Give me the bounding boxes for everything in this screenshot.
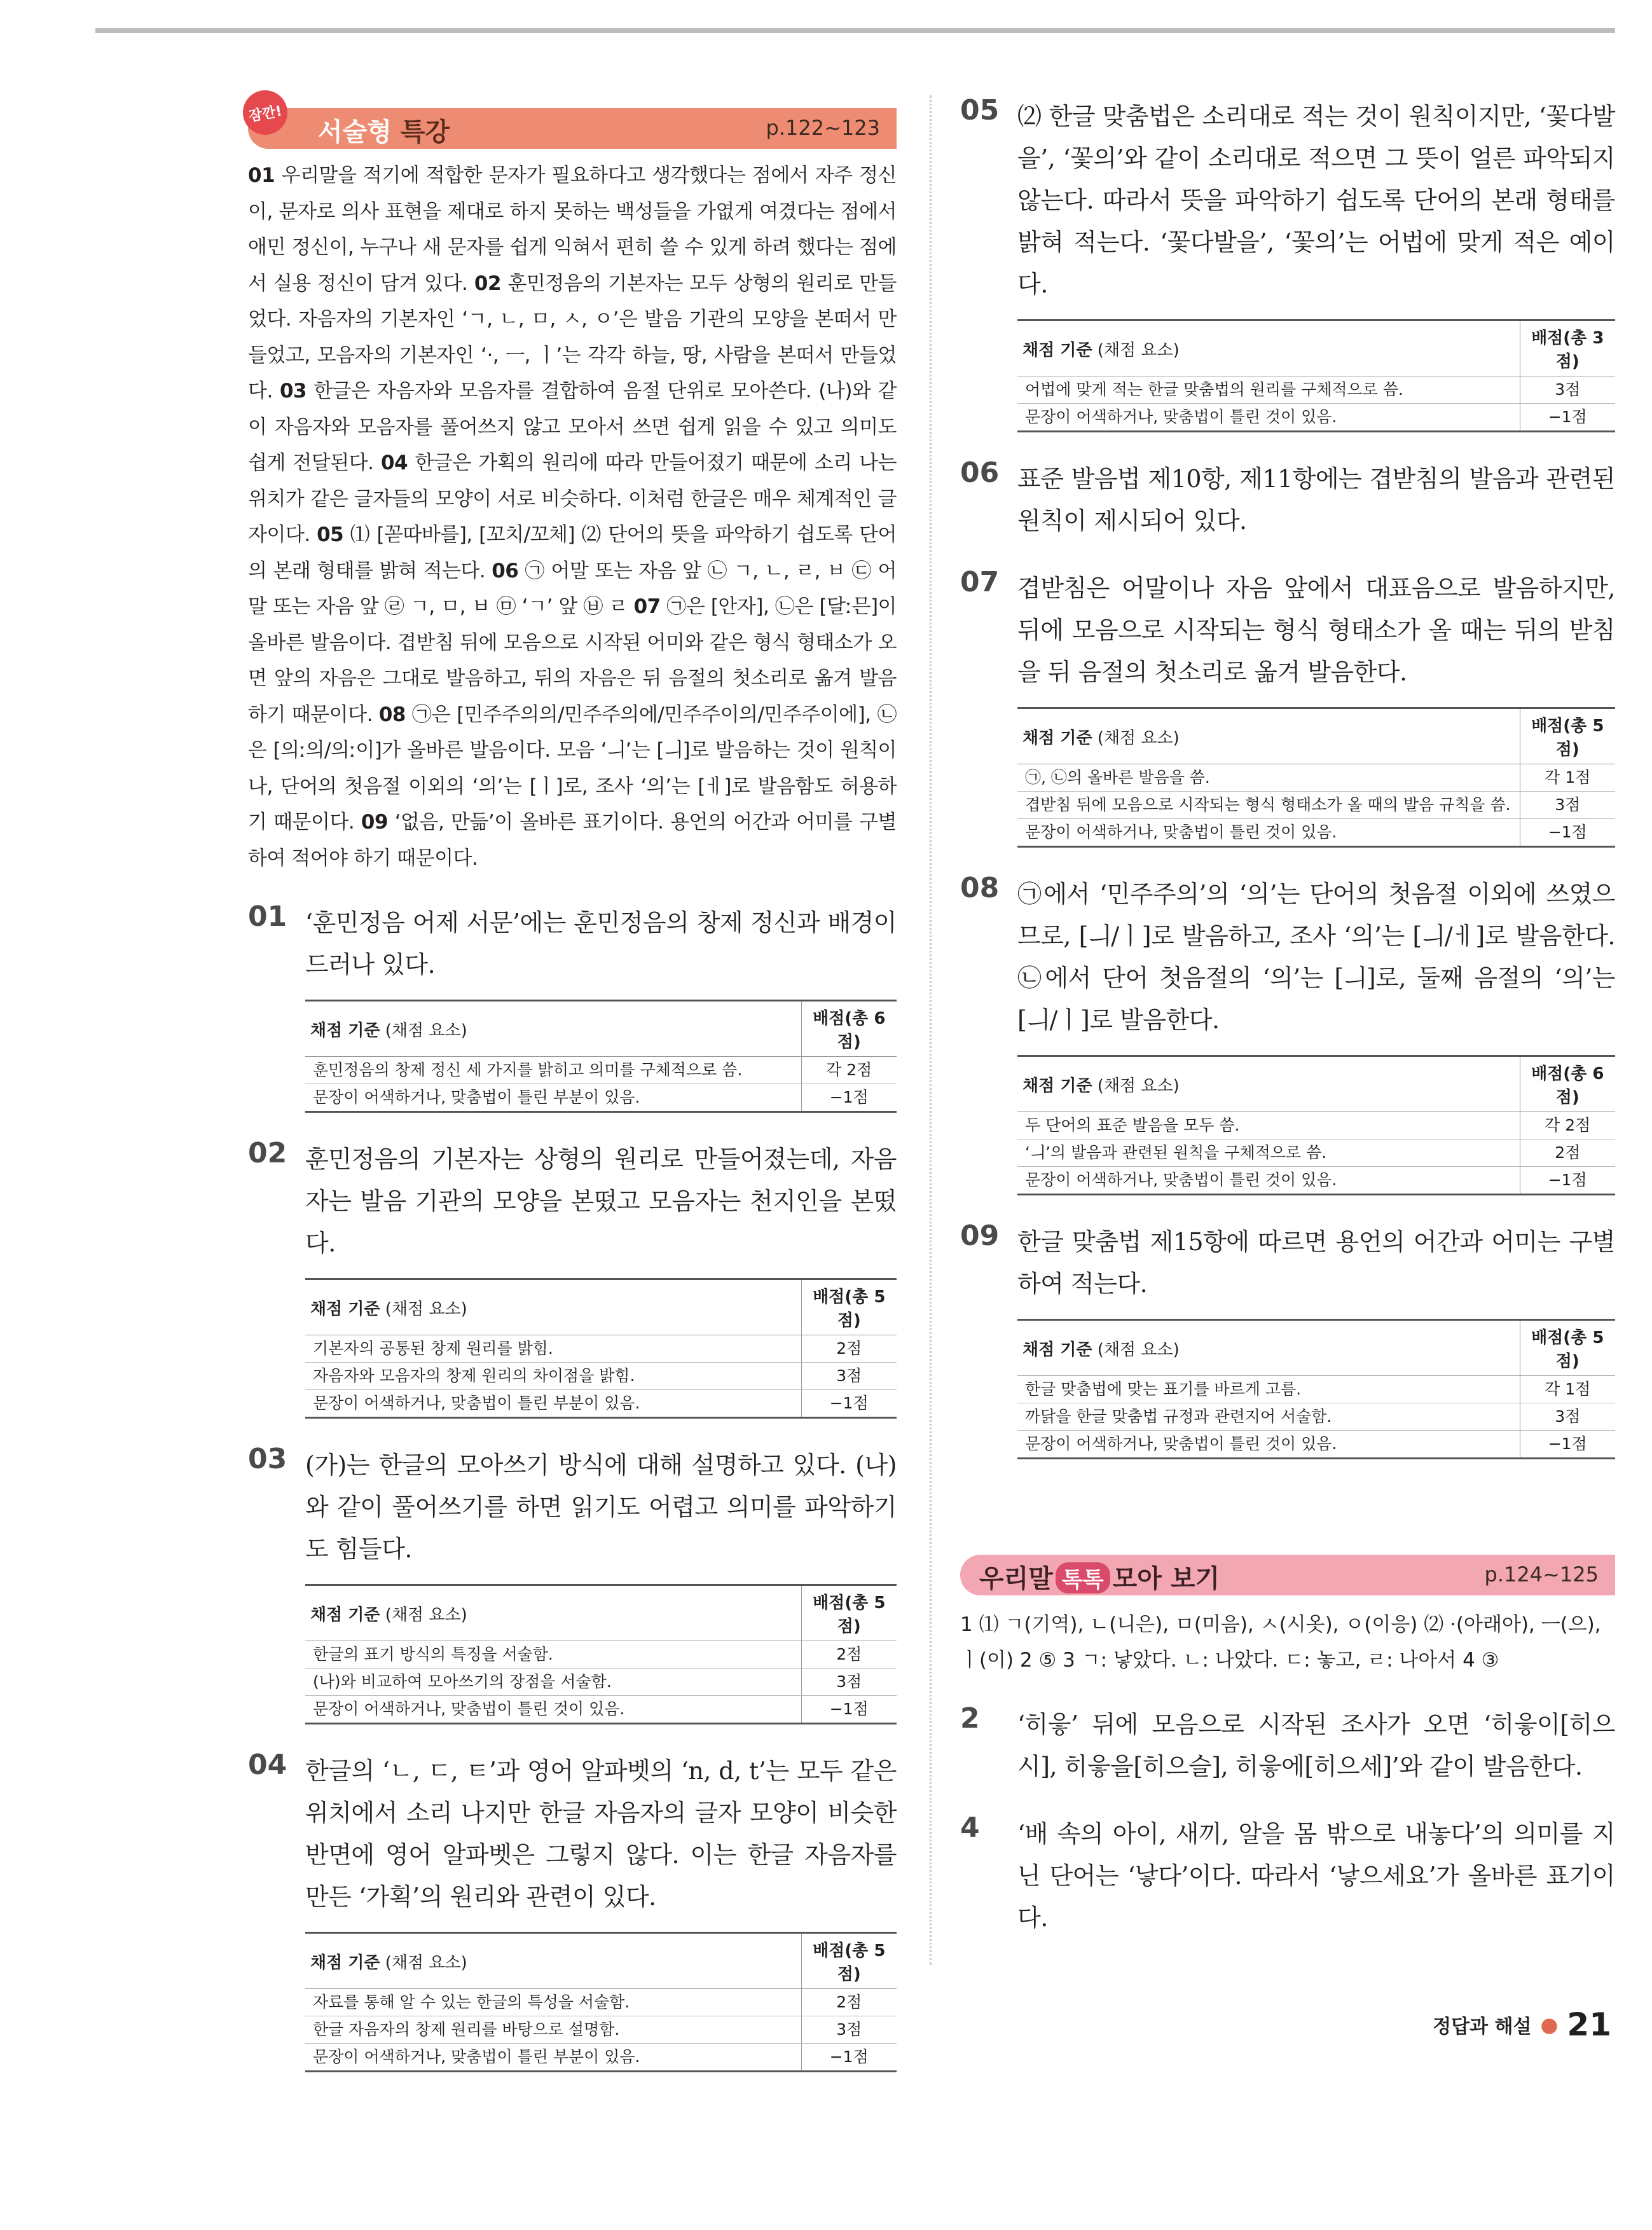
score-header: 배점(총 5점) [1520, 708, 1615, 764]
criteria-cell: 겹받침 뒤에 모음으로 시작되는 형식 형태소가 올 때의 발음 규칙을 씀. [1017, 792, 1520, 819]
answer-summary [248, 158, 897, 876]
summary-text: ㉠은 [민주주의의/민주주의에/민주주이의/민주주이에], ㉡은 [의ː의/의ː이]가 올바른 발음이다. 모음 ‘ㅢ’는 [ㅢ]로 발음하는 것이 원칙이나, 단어의 첫음절 이외의 ‘의’는 [ㅣ]로, 조사 ‘의’는 [ㅔ]로 발음함도 허용하기 때문이다. [248, 703, 897, 834]
item-body [1017, 873, 1615, 1195]
right-answers [960, 95, 1615, 1459]
item-number: 2 [960, 1702, 980, 1735]
answer-item [960, 458, 1615, 542]
scoring-table [305, 1932, 897, 2072]
table-row [1017, 792, 1615, 819]
left-column [247, 103, 897, 2072]
score-header: 배점(총 5점) [801, 1279, 897, 1335]
score-cell: −1점 [1520, 404, 1615, 432]
criteria-sub: (채점 요소) [380, 1605, 467, 1625]
score-cell: 2점 [801, 1335, 897, 1363]
table-row [305, 1641, 897, 1669]
summary-text: ㉠ 어말 또는 자음 앞 ㉡ ㄱ, ㄴ, ㄹ, ㅂ ㉢ 어말 또는 자음 앞 ㉣ ㄱ, ㅁ, ㅂ ㉤ ‘ㄱ’ 앞 ㉥ ㄹ [248, 559, 897, 618]
score-cell: −1점 [801, 1390, 897, 1418]
criteria-sub: (채점 요소) [1092, 728, 1180, 748]
footer-label: 정답과 해설 [1433, 2016, 1532, 2038]
table-row [305, 1335, 897, 1363]
item-text: 훈민정음의 기본자는 상형의 원리로 만들어졌는데, 자음자는 발음 기관의 모양을 본떴고 모음자는 천지인을 본떴다. [305, 1145, 897, 1257]
score-cell: 3점 [801, 2016, 897, 2044]
item-body [1017, 567, 1615, 848]
item-body [1017, 1221, 1615, 1459]
score-cell: 각 1점 [1520, 764, 1615, 792]
answer-item [960, 1221, 1615, 1459]
item-number: 4 [960, 1812, 980, 1844]
score-cell: −1점 [1520, 819, 1615, 847]
criteria-cell: ‘ㅢ’의 발음과 관련된 원칙을 구체적으로 씀. [1017, 1139, 1520, 1167]
criteria-cell: 까닭을 한글 맞춤법 규정과 관련지어 서술함. [1017, 1403, 1520, 1431]
criteria-label: 채점 기준 [310, 1021, 380, 1040]
score-cell: −1점 [801, 1696, 897, 1724]
table-row [1017, 404, 1615, 432]
item-text: 한글 맞춤법 제15항에 따르면 용언의 어간과 어미는 구별하여 적는다. [1017, 1228, 1615, 1298]
criteria-cell: 훈민정음의 창제 정신 세 가지를 밝히고 의미를 구체적으로 씀. [305, 1057, 801, 1084]
summary-text: 한글은 가획의 원리에 따라 만들어졌기 때문에 소리 나는 위치가 같은 글자들의 모양이 서로 비슷하다. 이처럼 한글은 매우 체계적인 글자이다. [248, 451, 897, 546]
table-row [1017, 764, 1615, 792]
score-cell: 3점 [801, 1363, 897, 1390]
answer-item [960, 95, 1615, 432]
scoring-table [1017, 707, 1615, 848]
item-number: 01 [248, 900, 287, 933]
item-body [1017, 458, 1615, 542]
item-number: 03 [248, 1443, 287, 1475]
word-summary: 1 ⑴ ㄱ(기역), ㄴ(니은), ㅁ(미음), ㅅ(시옷), ㅇ(이응) ⑵ ·(아래아), ㅡ(으), ㅣ(이) 2 ⑤ 3 ㄱ: 낳았다. ㄴ: 나았다. ㄷ: 놓고, ㄹ: 나아서 4 ③ [960, 1613, 1601, 1672]
criteria-cell: 문장이 어색하거나, 맞춤법이 틀린 것이 있음. [305, 1696, 801, 1724]
answer-item [960, 567, 1615, 848]
criteria-label: 채점 기준 [1022, 1340, 1092, 1359]
score-header: 배점(총 3점) [1520, 320, 1615, 376]
summary-number: 05 [317, 523, 344, 546]
scoring-table [305, 1278, 897, 1419]
word-banner-title: 우리말 톡톡 모아 보기 [979, 1559, 1220, 1595]
item-number: 06 [960, 457, 1000, 489]
criteria-header [1017, 320, 1520, 376]
score-cell: 2점 [801, 1989, 897, 2016]
summary-number: 08 [378, 703, 406, 726]
criteria-sub: (채점 요소) [1092, 340, 1180, 360]
criteria-cell: 한글의 표기 방식의 특징을 서술함. [305, 1641, 801, 1669]
score-header: 배점(총 5점) [801, 1933, 897, 1989]
criteria-header [1017, 1056, 1520, 1112]
summary-text: ‘없음, 만듦’이 올바른 표기이다. 용언의 어간과 어미를 구별하여 적어야 하기 때문이다. [248, 811, 897, 870]
criteria-header [305, 1279, 801, 1335]
criteria-cell: (나)와 비교하여 모아쓰기의 장점을 서술함. [305, 1669, 801, 1696]
criteria-header [305, 1585, 801, 1641]
score-header: 배점(총 6점) [1520, 1056, 1615, 1112]
criteria-cell: 문장이 어색하거나, 맞춤법이 틀린 부분이 있음. [305, 1084, 801, 1112]
table-row [1017, 819, 1615, 847]
criteria-label: 채점 기준 [1022, 340, 1092, 360]
page-footer [1433, 2006, 1611, 2043]
criteria-cell: 문장이 어색하거나, 맞춤법이 틀린 것이 있음. [1017, 404, 1520, 432]
column-divider [930, 95, 932, 1965]
item-text: ㉠에서 ‘민주주의’의 ‘의’는 단어의 첫음절 이외에 쓰였으므로, [ㅢ/ㅣ]로 발음하고, 조사 ‘의’는 [ㅢ/ㅔ]로 발음한다. ㉡에서 단어 첫음절의 ‘의’는 [ㅢ]로, 둘째 음절의 ‘의’는 [ㅢ/ㅣ]로 발음한다. [1017, 880, 1615, 1034]
score-cell: 2점 [1520, 1139, 1615, 1167]
criteria-sub: (채점 요소) [380, 1021, 467, 1040]
criteria-cell: 문장이 어색하거나, 맞춤법이 틀린 것이 있음. [1017, 1167, 1520, 1195]
criteria-cell: 문장이 어색하거나, 맞춤법이 틀린 것이 있음. [1017, 1431, 1520, 1459]
banner-page: p.122~123 [766, 116, 880, 140]
item-body [305, 1750, 897, 2072]
score-cell: 3점 [1520, 792, 1615, 819]
word-banner-page: p.124~125 [1484, 1562, 1599, 1586]
answer-item [248, 1444, 897, 1724]
criteria-header [305, 1933, 801, 1989]
criteria-cell: 문장이 어색하거나, 맞춤법이 틀린 부분이 있음. [305, 1390, 801, 1418]
score-cell: −1점 [1520, 1167, 1615, 1195]
scoring-table [1017, 1055, 1615, 1195]
answer-item [248, 1750, 897, 2072]
table-row [1017, 1112, 1615, 1139]
summary-text: 우리말을 적기에 적합한 문자가 필요하다고 생각했다는 점에서 자주 정신이, 문자로 의사 표현을 제대로 하지 못하는 백성들을 가엾게 여겼다는 점에서 애민 정신이, 누구나 새 문자를 쉽게 익혀서 편히 쓸 수 있게 하려 했다는 점에서 실용 정신이 담겨 있다. [248, 164, 897, 295]
item-body [1017, 95, 1615, 432]
summary-number: 06 [492, 559, 519, 582]
criteria-cell: 문장이 어색하거나, 맞춤법이 틀린 것이 있음. [1017, 819, 1520, 847]
score-cell: −1점 [1520, 1431, 1615, 1459]
answer-item [960, 1703, 1615, 1787]
footer-dot-icon: ● [1540, 2013, 1559, 2037]
criteria-label: 채점 기준 [1022, 728, 1092, 748]
criteria-header [305, 1001, 801, 1057]
item-text: 표준 발음법 제10항, 제11항에는 겹받침의 발음과 관련된 원칙이 제시되어 있다. [1017, 465, 1615, 535]
item-text: (가)는 한글의 모아쓰기 방식에 대해 설명하고 있다. (나)와 같이 풀어쓰기를 하면 읽기도 어렵고 의미를 파악하기도 힘들다. [305, 1451, 897, 1563]
table-row [305, 1057, 897, 1084]
item-number: 08 [960, 872, 1000, 904]
item-number: 07 [960, 566, 1000, 598]
criteria-sub: (채점 요소) [1092, 1340, 1180, 1359]
score-cell: 3점 [1520, 1403, 1615, 1431]
word-answers [960, 1703, 1615, 1939]
scoring-table [305, 1000, 897, 1113]
criteria-sub: (채점 요소) [380, 1299, 467, 1319]
score-header: 배점(총 6점) [801, 1001, 897, 1057]
item-number: 02 [248, 1137, 287, 1169]
table-row [305, 1363, 897, 1390]
table-row [305, 2016, 897, 2044]
item-body [1017, 1813, 1615, 1939]
summary-text: 훈민정음의 기본자는 모두 상형의 원리로 만들었다. 자음자의 기본자인 ‘ㄱ, ㄴ, ㅁ, ㅅ, ㅇ’은 발음 기관의 모양을 본떠서 만들었고, 모음자의 기본자인 ‘·, ㅡ, ㅣ’는 각각 하늘, 땅, 사람을 본떠서 만들었다. [248, 272, 897, 403]
criteria-cell: 어법에 맞게 적는 한글 맞춤법의 원리를 구체적으로 씀. [1017, 376, 1520, 404]
summary-text: ⑴ [꼳따바를], [꼬치/꼬체] ⑵ 단어의 뜻을 파악하기 쉽도록 단어의 본래 형태를 밝혀 적는다. [248, 523, 897, 582]
scoring-table [305, 1584, 897, 1724]
item-text: ‘배 속의 아이, 새끼, 알을 몸 밖으로 내놓다’의 의미를 지닌 단어는 ‘낳다’이다. 따라서 ‘낳으세요’가 올바른 표기이다. [1017, 1820, 1615, 1932]
summary-number: 03 [279, 380, 307, 403]
banner-tag: 잠깐! [239, 86, 291, 138]
score-cell: 각 2점 [801, 1057, 897, 1084]
item-number: 04 [248, 1749, 287, 1781]
criteria-sub: (채점 요소) [1092, 1076, 1180, 1096]
table-row [1017, 1431, 1615, 1459]
item-number: 09 [960, 1220, 1000, 1252]
item-text: 한글의 ‘ㄴ, ㄷ, ㅌ’과 영어 알파벳의 ‘n, d, t’는 모두 같은 위치에서 소리 나지만 한글 자음자의 글자 모양이 비슷한 반면에 영어 알파벳은 그렇지 않다. 이는 한글 자음자를 만든 ‘가획’의 원리와 관련이 있다. [305, 1757, 897, 1911]
score-cell: −1점 [801, 1084, 897, 1112]
criteria-cell: 한글 자음자의 창제 원리를 바탕으로 설명함. [305, 2016, 801, 2044]
criteria-label: 채점 기준 [310, 1953, 380, 1972]
table-row [305, 2044, 897, 2072]
word-section [960, 1555, 1615, 1939]
word-banner [960, 1555, 1615, 1595]
scoring-table [1017, 1319, 1615, 1459]
score-cell: 각 2점 [1520, 1112, 1615, 1139]
table-row [305, 1989, 897, 2016]
banner-title: 서술형 특강 [318, 118, 450, 147]
table-row [1017, 1403, 1615, 1431]
answer-item [960, 1813, 1615, 1939]
score-cell: 3점 [801, 1669, 897, 1696]
table-row [1017, 376, 1615, 404]
table-row [1017, 1376, 1615, 1403]
item-body [305, 1444, 897, 1724]
item-body [305, 902, 897, 1113]
criteria-label: 채점 기준 [1022, 1076, 1092, 1096]
left-answers [248, 902, 897, 2072]
item-number: 05 [960, 94, 1000, 127]
answer-item [960, 873, 1615, 1195]
criteria-cell: 자료를 통해 알 수 있는 한글의 특성을 서술함. [305, 1989, 801, 2016]
summary-number: 04 [380, 451, 408, 474]
summary-number: 02 [474, 272, 502, 295]
answer-item [248, 902, 897, 1113]
criteria-header [1017, 1320, 1520, 1376]
item-body [305, 1138, 897, 1419]
item-text: ‘훈민정음 어제 서문’에는 훈민정음의 창제 정신과 배경이 드러나 있다. [305, 909, 897, 979]
item-text: ‘히읗’ 뒤에 모음으로 시작된 조사가 오면 ‘히읗이[히으시], 히읗을[히으슬], 히읗에[히으세]’와 같이 발음한다. [1017, 1710, 1615, 1780]
right-column [960, 95, 1615, 1939]
score-cell: 각 1점 [1520, 1376, 1615, 1403]
criteria-cell: ㉠, ㉡의 올바른 발음을 씀. [1017, 764, 1520, 792]
criteria-label: 채점 기준 [310, 1605, 380, 1625]
summary-text: 한글은 자음자와 모음자를 결합하여 음절 단위로 모아쓴다. (나)와 같이 자음자와 모음자를 풀어쓰지 않고 모아서 쓰면 쉽게 읽을 수 있고 의미도 쉽게 전달된다. [248, 380, 897, 474]
item-body [1017, 1703, 1615, 1787]
table-row [305, 1084, 897, 1112]
criteria-cell: 자음자와 모음자의 창제 원리의 차이점을 밝힘. [305, 1363, 801, 1390]
criteria-cell: 문장이 어색하거나, 맞춤법이 틀린 부분이 있음. [305, 2044, 801, 2072]
criteria-label: 채점 기준 [310, 1299, 380, 1319]
page-number: 21 [1567, 2006, 1611, 2043]
summary-number: 09 [361, 811, 389, 834]
table-row [305, 1696, 897, 1724]
criteria-cell: 기본자의 공통된 창제 원리를 밝힘. [305, 1335, 801, 1363]
criteria-cell: 한글 맞춤법에 맞는 표기를 바르게 고름. [1017, 1376, 1520, 1403]
table-row [305, 1390, 897, 1418]
criteria-header [1017, 708, 1520, 764]
score-cell: 2점 [801, 1641, 897, 1669]
table-row [1017, 1167, 1615, 1195]
summary-text: ㉠은 [안자], ㉡은 [달ː믄]이 올바른 발음이다. 겹받침 뒤에 모음으로 시작된 어미와 같은 형식 형태소가 오면 앞의 자음은 그대로 발음하고, 뒤의 자음은 뒤 음절의 첫소리로 옮겨 발음하기 때문이다. [248, 595, 897, 726]
score-cell: 3점 [1520, 376, 1615, 404]
criteria-sub: (채점 요소) [380, 1953, 467, 1972]
criteria-cell: 두 단어의 표준 발음을 모두 씀. [1017, 1112, 1520, 1139]
section-banner [247, 103, 897, 149]
item-text: 겹받침은 어말이나 자음 앞에서 대표음으로 발음하지만, 뒤에 모음으로 시작되는 형식 형태소가 올 때는 뒤의 받침을 뒤 음절의 첫소리로 옮겨 발음한다. [1017, 574, 1615, 686]
summary-number: 07 [633, 595, 661, 618]
summary-number: 01 [248, 164, 275, 187]
scoring-table [1017, 319, 1615, 432]
table-row [305, 1669, 897, 1696]
score-header: 배점(총 5점) [801, 1585, 897, 1641]
top-rule [95, 28, 1615, 33]
score-header: 배점(총 5점) [1520, 1320, 1615, 1376]
score-cell: −1점 [801, 2044, 897, 2072]
item-text: ⑵ 한글 맞춤법은 소리대로 적는 것이 원칙이지만, ‘꽃다발을’, ‘꽃의’와 같이 소리대로 적으면 그 뜻이 얼른 파악되지 않는다. 따라서 뜻을 파악하기 쉽도록 단어의 본래 형태를 밝혀 적는다. ‘꽃다발을’, ‘꽃의’는 어법에 맞게 적은 예이다. [1017, 102, 1615, 298]
answer-item [248, 1138, 897, 1419]
table-row [1017, 1139, 1615, 1167]
